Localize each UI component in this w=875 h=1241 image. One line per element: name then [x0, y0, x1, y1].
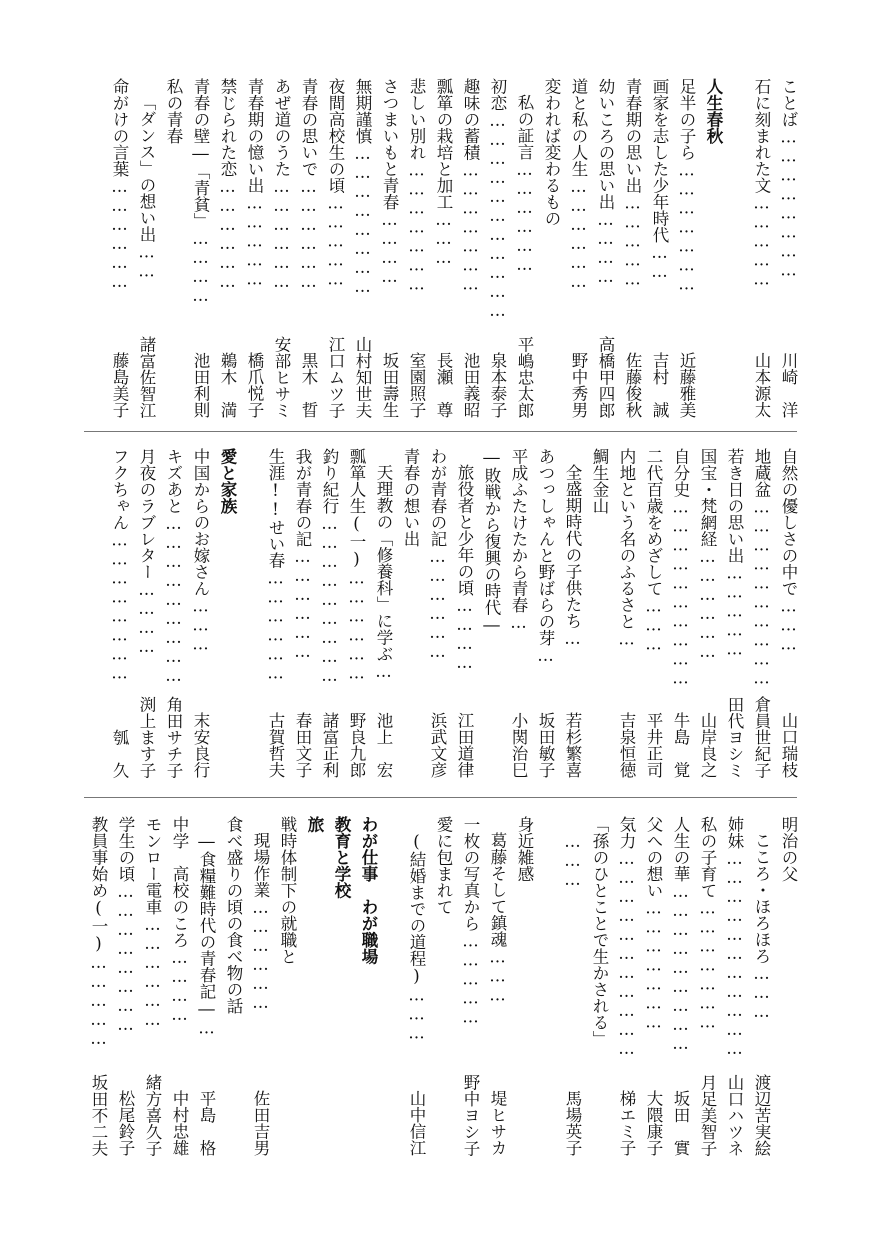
entry-author: 吉泉恒徳	[617, 712, 636, 778]
entry-author: 山村知世夫	[353, 335, 372, 418]
entry-author: 吉村 誠	[650, 352, 669, 418]
entry-author: 梯エミ子	[617, 1090, 636, 1156]
entry-title: 「ダンス」の想い出……	[137, 94, 156, 281]
toc-entry	[296, 78, 320, 418]
section-heading	[701, 78, 725, 418]
toc-section-3	[80, 816, 800, 1156]
toc-entry	[593, 78, 617, 418]
section-heading-text: 教育と学校	[332, 816, 351, 899]
section-heading	[302, 816, 326, 1156]
section-heading-text: わが仕事 わが職場	[359, 816, 378, 965]
toc-entry	[452, 448, 476, 778]
entry-author: 春田文子	[293, 712, 312, 778]
entry-author: 古賀哲夫	[266, 712, 285, 778]
toc-entry	[614, 816, 638, 1156]
entry-title: フクちゃん……………………	[110, 448, 129, 683]
entry-author: 大隈康子	[644, 1090, 663, 1156]
column-spacer	[539, 816, 557, 1156]
entry-author: 近藤雅美	[677, 352, 696, 418]
toc-entry	[377, 78, 401, 418]
toc-entry	[167, 816, 191, 1156]
toc-entry	[350, 78, 374, 418]
toc-entry	[275, 816, 299, 1156]
toc-entry	[194, 816, 218, 1156]
entry-title: 青春期の憶い出……………	[245, 78, 264, 289]
entry-author: 坂田不二夫	[89, 1073, 108, 1156]
toc-entry	[620, 78, 644, 418]
toc-entry	[533, 448, 557, 778]
entry-title: 我が青春の記………………	[293, 448, 312, 661]
entry-author: 角田サチ子	[164, 695, 183, 778]
entry-title: 石に刻まれた文……………	[752, 78, 771, 289]
entry-title: 身近雑感	[515, 816, 534, 882]
entry-author: 馬場英子	[563, 1090, 582, 1156]
entry-title: 愛に包まれて	[434, 816, 453, 915]
entry-title: 命がけの言葉………………	[110, 78, 129, 291]
toc-entry	[749, 78, 773, 418]
entry-title: 変われば変わるもの	[542, 78, 561, 227]
entry-title: 私の証言………………	[515, 94, 534, 274]
entry-author: 鵜木 満	[218, 352, 237, 418]
entry-title: ことば……………………	[779, 78, 798, 280]
entry-author: 長瀬 尊	[434, 352, 453, 418]
entry-author: 坂田壽生	[380, 352, 399, 418]
entry-title: 明治の父	[779, 816, 798, 882]
entry-title: 学生の頃……………………	[116, 816, 135, 1034]
toc-entry	[776, 816, 800, 1156]
entry-author: 野良九郎	[347, 712, 366, 778]
toc-entry	[425, 448, 449, 778]
entry-title: ―食糧難時代の青春記―…	[197, 832, 216, 1038]
entry-title: ………	[563, 832, 582, 889]
toc-entry	[404, 78, 428, 418]
toc-entry	[458, 816, 482, 1156]
entry-title: わが青春の記………………	[428, 448, 447, 661]
entry-author: 浜武文彦	[428, 712, 447, 778]
toc-entry	[221, 816, 245, 1156]
section-heading-text: 愛と家族	[218, 448, 237, 514]
entry-title: 私の子育て…………………	[698, 816, 717, 1032]
toc-entry	[404, 816, 428, 1156]
entry-title: 瓢箪人生(一)………………	[347, 448, 366, 683]
toc-entry	[398, 448, 422, 778]
toc-entry	[512, 816, 536, 1156]
entry-title: あぜ道のうた………………	[272, 78, 291, 291]
entry-title: 全盛期時代の子供たち…	[563, 464, 582, 648]
toc-entry	[323, 78, 347, 418]
entry-title: 悲しい別れ…………………	[407, 78, 426, 294]
section-heading-text: 旅	[305, 816, 324, 833]
entry-title: 瓢箪の栽培と加工………	[434, 78, 453, 267]
toc-entry	[749, 448, 773, 778]
entry-author: 橋爪悦子	[245, 352, 264, 418]
toc-entry	[188, 78, 212, 418]
toc-section-2	[80, 448, 800, 778]
entry-author: 山岸良之	[698, 712, 717, 778]
entry-author: 山本源太	[752, 352, 771, 418]
entry-author: 平井正司	[644, 712, 663, 778]
entry-title: 気力……………………………	[617, 816, 636, 1058]
entry-title: 趣味の蓄積…………………	[461, 78, 480, 294]
entry-title: 現場作業………………	[251, 832, 270, 1012]
entry-title: 青春の壁―「青貧」…………	[191, 78, 210, 305]
column-spacer	[383, 816, 401, 1156]
section-divider	[84, 797, 797, 798]
toc-entry	[317, 448, 341, 778]
entry-title: キズあと………………………	[164, 448, 183, 685]
entry-title: 父への想い…………………	[644, 816, 663, 1032]
toc-entry	[695, 816, 719, 1156]
toc-entry	[560, 816, 584, 1156]
entry-title: 葛藤そして鎮魂………	[488, 832, 507, 1005]
entry-author: 泉本泰子	[488, 352, 507, 418]
entry-title: こころ・ほろほろ………	[752, 832, 771, 1021]
entry-title: 生涯!!せい春………………	[266, 448, 285, 683]
toc-entry	[431, 78, 455, 418]
toc-entry	[242, 78, 266, 418]
entry-author: 高橋甲四郎	[596, 335, 615, 418]
entry-author: 平島 格	[197, 1090, 216, 1156]
entry-title: 「孫のひとことで生かされる」	[590, 816, 609, 1047]
entry-title: 地蔵盆…………………………	[752, 448, 771, 688]
entry-title: 画家を志した少年時代……	[650, 78, 669, 281]
toc-entry	[290, 448, 314, 778]
entry-title: 教員事始め(一)……………	[89, 816, 108, 1048]
entry-author: 諸富正利	[320, 712, 339, 778]
entry-author: 月足美智子	[698, 1073, 717, 1156]
entry-title: 足半の子ら…………………	[677, 78, 696, 294]
toc-entry	[485, 78, 509, 418]
entry-author: 末安良行	[191, 712, 210, 778]
toc-entry	[86, 816, 110, 1156]
entry-author: 野中秀男	[569, 352, 588, 418]
entry-title: 中学 高校のころ…………	[170, 816, 189, 1024]
entry-title: 青春の想い出	[401, 448, 420, 547]
section-divider	[84, 431, 797, 432]
entry-title: 青春期の思い出……………	[623, 78, 642, 289]
entry-author: 渕上ます子	[137, 695, 156, 778]
toc-entry	[161, 448, 185, 778]
column-spacer	[242, 448, 260, 778]
entry-author: 小関治巳	[509, 712, 528, 778]
toc-entry	[776, 448, 800, 778]
toc-entry	[647, 78, 671, 418]
toc-entry	[695, 448, 719, 778]
entry-author: 緒方喜久子	[143, 1073, 162, 1156]
entry-author: 安部ヒサミ	[272, 335, 291, 418]
toc-entry	[587, 448, 611, 778]
entry-title: 国宝・梵網経………………	[698, 448, 717, 661]
section-heading	[215, 448, 239, 778]
entry-title: 自然の優しさの中で………	[779, 448, 798, 654]
entry-title: 食べ盛りの頃の食べ物の話	[224, 816, 243, 1014]
toc-section-1	[80, 78, 800, 418]
entry-title: (結婚までの道程)………	[407, 832, 426, 1043]
entry-title: 中国からのお嫁さん………	[191, 448, 210, 654]
entry-author: 佐藤俊秋	[623, 352, 642, 418]
entry-author: 江田道律	[455, 712, 474, 778]
toc-entry	[668, 448, 692, 778]
toc-entry	[587, 816, 611, 1156]
toc-entry	[479, 448, 503, 778]
entry-author: 野中ヨシ子	[461, 1073, 480, 1156]
entry-title: 青春の思いで………………	[299, 78, 318, 291]
entry-author: 牛島 覚	[671, 712, 690, 778]
toc-entry	[641, 448, 665, 778]
entry-author: 藤島美子	[110, 352, 129, 418]
entry-author: 渡辺苦実絵	[752, 1073, 771, 1156]
entry-title: 幼いころの思い出…………	[596, 78, 615, 286]
toc-entry	[371, 448, 395, 778]
entry-title: 若き日の思い出……………	[725, 448, 744, 659]
entry-author: 山口ハツネ	[725, 1073, 744, 1156]
toc-entry	[539, 78, 563, 418]
entry-author: 堤ヒサカ	[488, 1090, 507, 1156]
entry-author: 山口瑞枝	[779, 712, 798, 778]
toc-entry	[269, 78, 293, 418]
entry-title: 旅役者と少年の頃…………	[455, 464, 474, 672]
section-heading	[356, 816, 380, 1156]
entry-author: 瓠 久	[110, 728, 129, 778]
entry-author: 川崎 洋	[779, 352, 798, 418]
toc-entry	[140, 816, 164, 1156]
entry-title: 自分史…………………………	[671, 448, 690, 688]
toc-columns	[80, 448, 800, 778]
entry-author: 諸富佐智江	[137, 335, 156, 418]
toc-columns	[80, 78, 800, 418]
toc-entry	[188, 448, 212, 778]
entry-author: 室園照子	[407, 352, 426, 418]
toc-entry	[722, 816, 746, 1156]
entry-title: 二代百歳をめざして………	[644, 448, 663, 654]
toc-entry	[248, 816, 272, 1156]
entry-author: 佐田吉男	[251, 1090, 270, 1156]
toc-entry	[674, 78, 698, 418]
entry-title: 釣り紀行………………………	[320, 448, 339, 685]
toc-entry	[134, 448, 158, 778]
entry-title: 無期謹慎……………………	[353, 78, 372, 296]
toc-entry	[113, 816, 137, 1156]
toc-entry	[263, 448, 287, 778]
toc-entry	[722, 448, 746, 778]
entry-author: 池田義昭	[461, 352, 480, 418]
entry-title: 禁じられた恋………………	[218, 78, 237, 291]
entry-author: 中村忠雄	[170, 1090, 189, 1156]
entry-title: 戦時体制下の就職と	[278, 816, 297, 965]
entry-author: 平嶋忠太郎	[515, 335, 534, 418]
entry-author: 田代ヨシミ	[725, 695, 744, 778]
entry-title: 人生の華………………………	[671, 816, 690, 1053]
entry-title: あつっしゃんと野ばらの芽…	[536, 448, 555, 665]
section-heading-text: 人生春秋	[704, 78, 723, 144]
entry-title: 天理教の「修養科」に学ぶ…	[374, 464, 393, 681]
entry-author: 坂田 實	[671, 1090, 690, 1156]
toc-entry	[566, 78, 590, 418]
entry-author: 若杉繁喜	[563, 712, 582, 778]
toc-entry	[134, 78, 158, 418]
toc-entry	[614, 448, 638, 778]
toc-entry	[107, 448, 131, 778]
entry-title: 平成ふたけたから青春…	[509, 448, 528, 632]
entry-author: 松尾鈴子	[116, 1090, 135, 1156]
toc-entry	[506, 448, 530, 778]
entry-title: 道と私の人生………………	[569, 78, 588, 291]
entry-title: 一枚の写真から……………	[461, 816, 480, 1027]
entry-title: 内地という名のふるさと…	[617, 448, 636, 649]
toc-entry	[668, 816, 692, 1156]
entry-author: 池上 宏	[374, 712, 393, 778]
entry-author: 黒木 晢	[299, 352, 318, 418]
toc-entry	[641, 816, 665, 1156]
entry-author: 江口ムツ子	[326, 335, 345, 418]
entry-title: 初恋……………………………	[488, 78, 507, 320]
entry-author: 倉員世紀子	[752, 695, 771, 778]
entry-title: 夜間高校生の頃……………	[326, 78, 345, 289]
entry-author: 坂田敏子	[536, 712, 555, 778]
toc-entry	[107, 78, 131, 418]
section-heading	[329, 816, 353, 1156]
toc-columns	[80, 816, 800, 1156]
entry-title: 月夜のラブレター…………	[137, 448, 156, 656]
toc-entry	[344, 448, 368, 778]
entry-title: ―敗戦から復興の時代―	[482, 448, 501, 635]
toc-entry	[749, 816, 773, 1156]
toc-entry	[776, 78, 800, 418]
toc-entry	[512, 78, 536, 418]
column-spacer	[728, 78, 746, 418]
entry-author: 山中信江	[407, 1090, 426, 1156]
toc-entry	[458, 78, 482, 418]
entry-title: 私の青春	[164, 78, 183, 144]
entry-title: モンロー電車………………	[143, 816, 162, 1029]
entry-title: 姉妹……………………………	[725, 816, 744, 1058]
toc-entry	[161, 78, 185, 418]
entry-title: さつまいもと青春…………	[380, 78, 399, 286]
entry-author: 池田利則	[191, 352, 210, 418]
entry-title: 鯛生金山	[590, 448, 609, 514]
toc-entry	[431, 816, 455, 1156]
toc-entry	[560, 448, 584, 778]
toc-entry	[215, 78, 239, 418]
toc-entry	[485, 816, 509, 1156]
